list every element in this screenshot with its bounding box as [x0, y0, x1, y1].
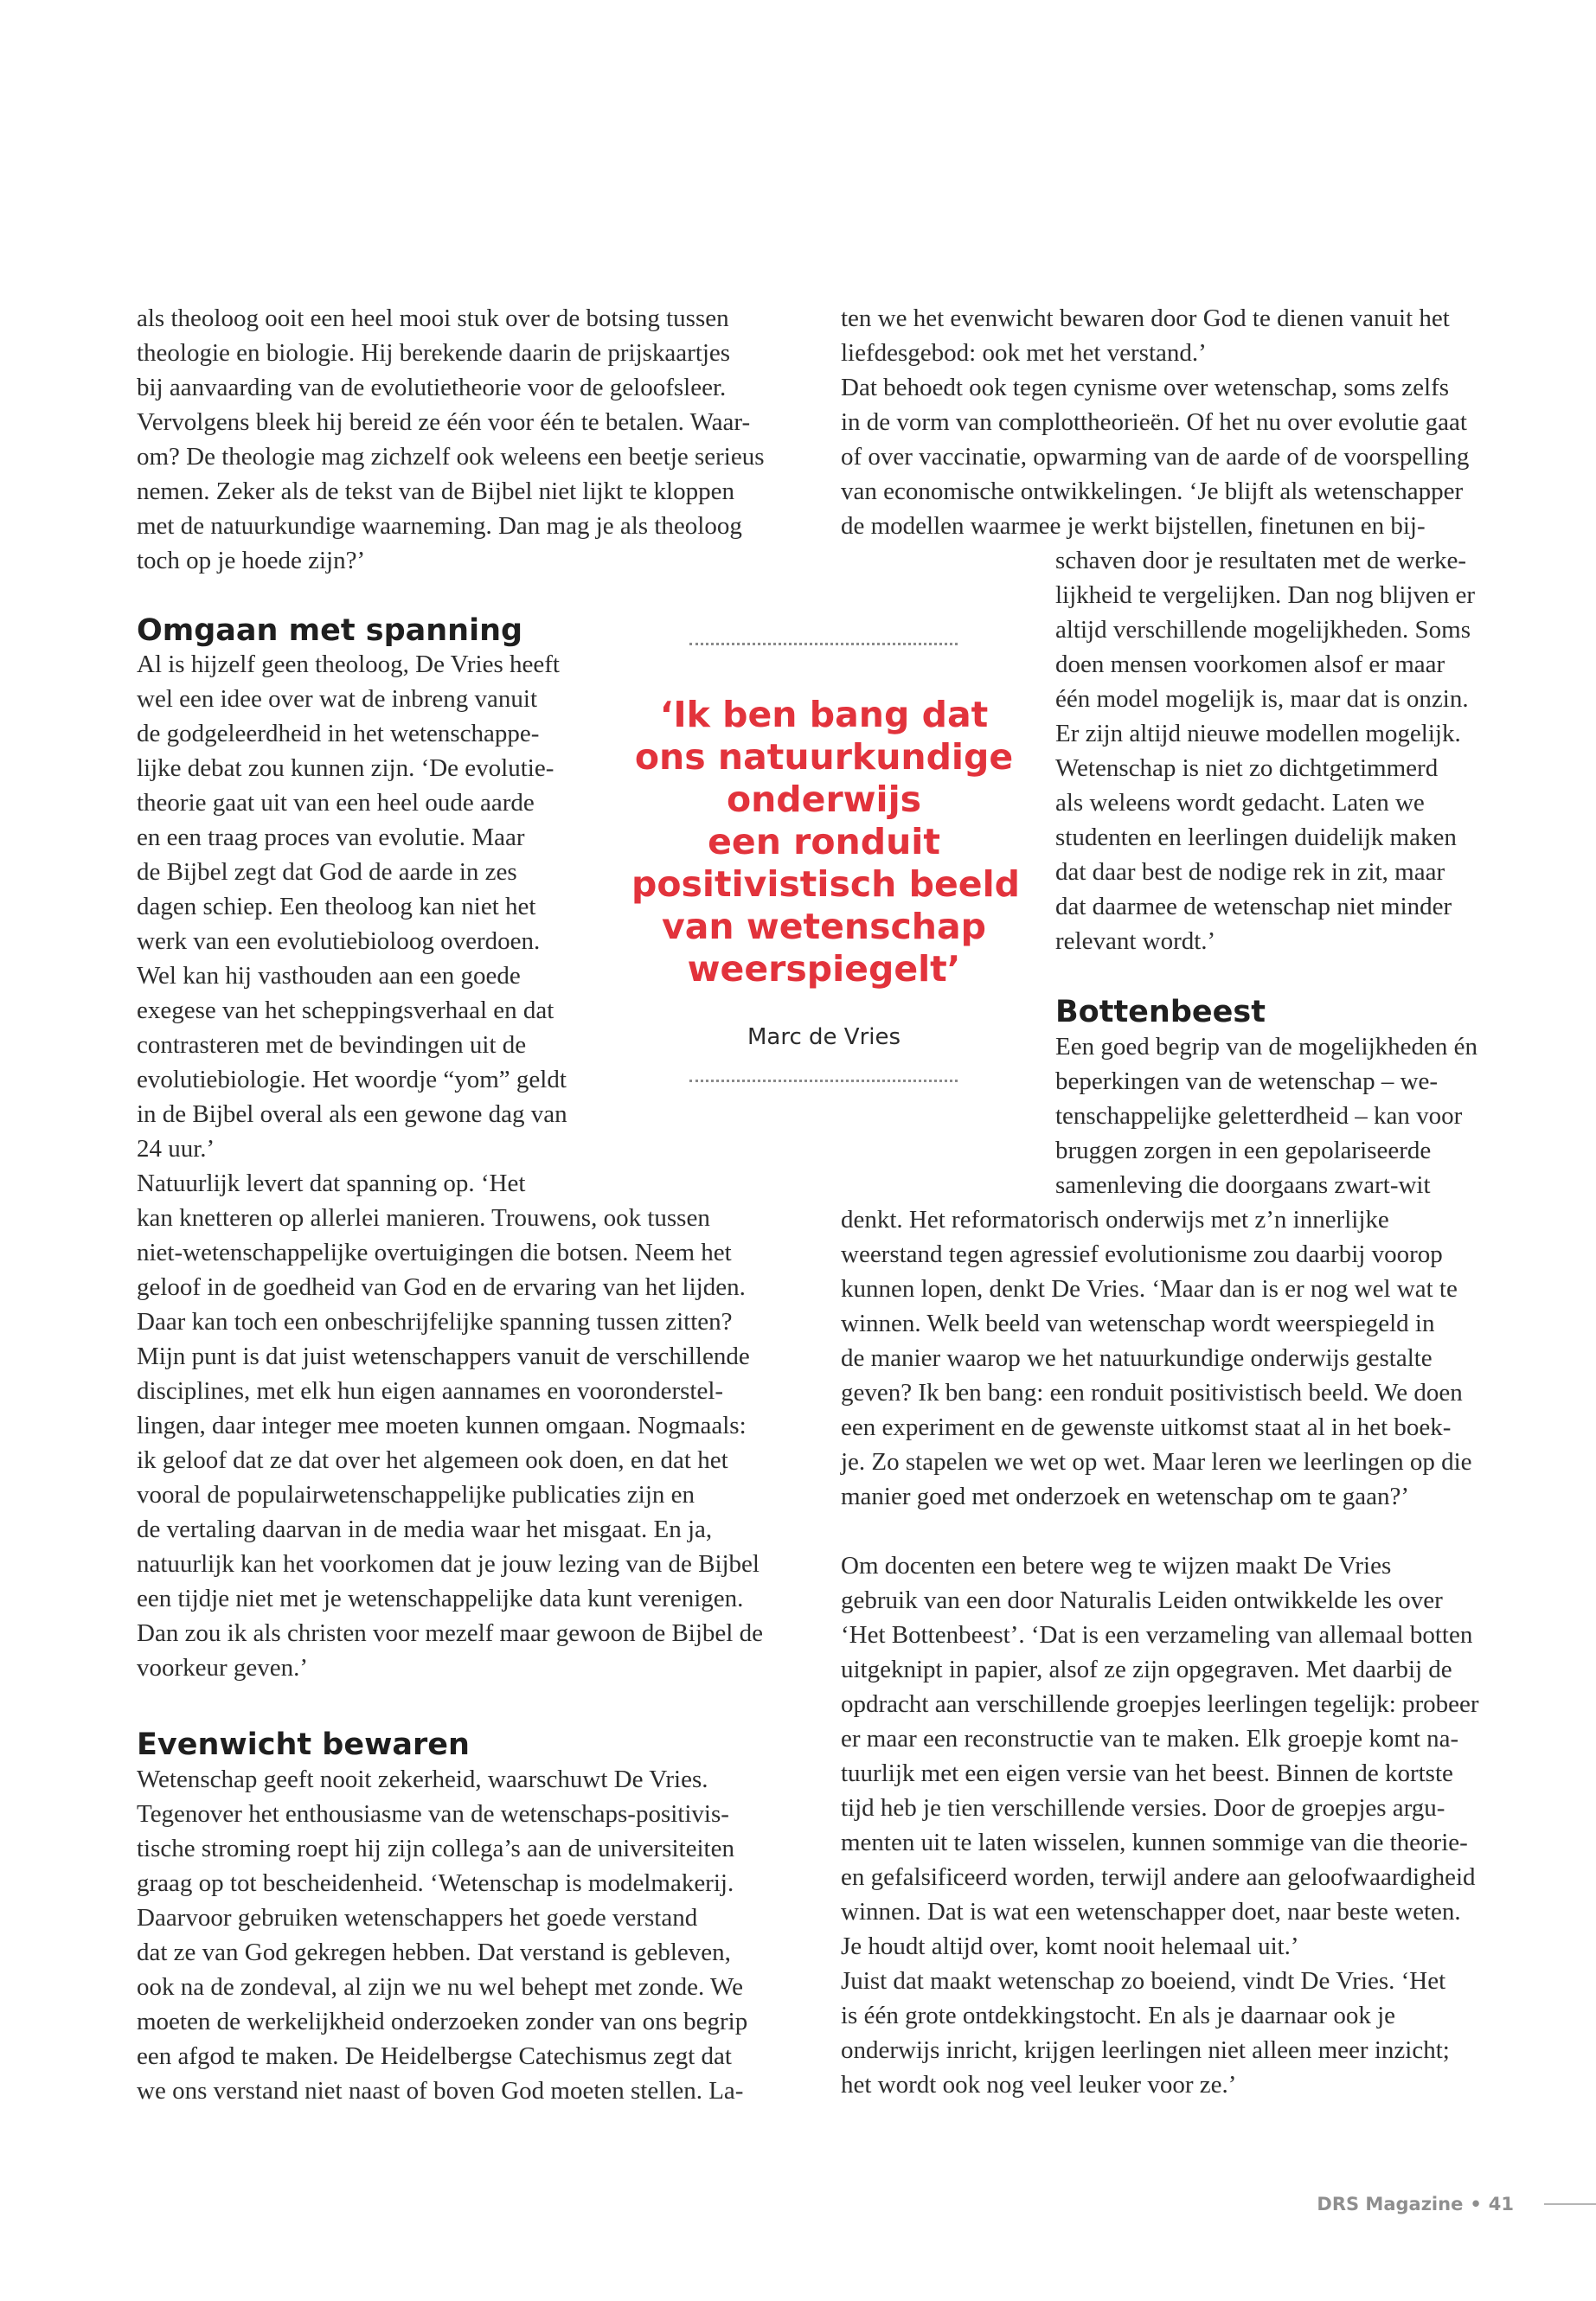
- text-line: Juist dat maakt wetenschap zo boeiend, vindt De Vries. ‘Het: [841, 1967, 1446, 1995]
- heading-evenwicht-bewaren: Evenwicht bewaren: [137, 1727, 470, 1762]
- page-footer: [1280, 2191, 1514, 2217]
- text-line: dagen schiep. Een theoloog kan niet het: [137, 893, 536, 920]
- text-line: ‘Het Bottenbeest’. ‘Dat is een verzameling van allemaal botten: [841, 1621, 1473, 1649]
- text-line: geloof in de goedheid van God en de ervaring van het lijden.: [137, 1273, 746, 1301]
- text-line: we ons verstand niet naast of boven God moeten stellen. La-: [137, 2077, 744, 2105]
- text-line: Wetenschap geeft nooit zekerheid, waarschuwt De Vries.: [137, 1766, 708, 1793]
- text-line: Al is hijzelf geen theoloog, De Vries heeft: [137, 651, 560, 678]
- pull-quote: [631, 694, 1020, 990]
- text-line: er maar een reconstructie van te maken. Elk groepje komt na-: [841, 1725, 1459, 1753]
- text-line: van economische ontwikkelingen. ‘Je blijft als wetenschapper: [841, 478, 1464, 505]
- text-line: exegese van het scheppingsverhaal en dat: [137, 997, 554, 1024]
- pull-quote-line: positivistisch beeld: [631, 863, 1020, 905]
- text-line: bruggen zorgen in een gepolariseerde: [1055, 1137, 1432, 1164]
- text-line: studenten en leerlingen duidelijk maken: [1055, 824, 1457, 851]
- text-line: Daarvoor gebruiken wetenschappers het goede verstand: [137, 1904, 698, 1932]
- text-line: dat daar best de nodige rek in zit, maar: [1055, 858, 1445, 886]
- col2-bottenbeest-wide: [841, 1202, 1472, 1514]
- text-line: een tijdje niet met je wetenschappelijke data kunt verenigen.: [137, 1585, 744, 1612]
- text-line: dat ze van God gekregen hebben. Dat verstand is gebleven,: [137, 1939, 731, 1966]
- text-line: weerstand tegen agressief evolutionisme zou daarbij voorop: [841, 1240, 1443, 1268]
- text-line: kan knetteren op allerlei manieren. Trouwens, ook tussen: [137, 1204, 710, 1232]
- text-line: manier goed met onderzoek en wetenschap om te gaan?’: [841, 1483, 1410, 1510]
- footer-separator: •: [1470, 2194, 1482, 2214]
- text-line: Daar kan toch een onbeschrijfelijke spanning tussen zitten?: [137, 1308, 733, 1336]
- text-line: de vertaling daarvan in de media waar het misgaat. En ja,: [137, 1516, 713, 1543]
- col1-evenwicht-section: [137, 1762, 747, 2108]
- text-line: toch op je hoede zijn?’: [137, 547, 366, 574]
- text-line: niet-wetenschappelijke overtuigingen die botsen. Neem het: [137, 1239, 732, 1266]
- text-line: ik geloof dat ze dat over het algemeen ook doen, en dat het: [137, 1446, 728, 1474]
- text-line: liefdesgebod: ook met het verstand.’: [841, 339, 1207, 367]
- col1-intro-paragraph: [137, 301, 765, 578]
- col2-narrow-paragraph: [1055, 543, 1475, 958]
- text-line: tijd heb je tien verschillende versies. Door de groepjes argu-: [841, 1794, 1445, 1822]
- text-line: samenleving die doorgaans zwart-wit: [1055, 1171, 1431, 1199]
- pull-quote-attribution: Marc de Vries: [747, 1024, 901, 1050]
- text-line: uitgeknipt in papier, alsof ze zijn opgegraven. Met daarbij de: [841, 1656, 1452, 1683]
- col2-final-paragraphs: [841, 1548, 1479, 2102]
- text-line: met de natuurkundige waarneming. Dan mag je als theoloog: [137, 512, 742, 540]
- text-line: moeten de werkelijkheid onderzoeken zonder van ons begrip: [137, 2008, 748, 2035]
- text-line: denkt. Het reformatorisch onderwijs met z’n innerlijke: [841, 1206, 1389, 1234]
- text-line: lingen, daar integer mee moeten kunnen omgaan. Nogmaals:: [137, 1412, 747, 1439]
- text-line: Wel kan hij vasthouden aan een goede: [137, 962, 521, 990]
- heading-omgaan-met-spanning: Omgaan met spanning: [137, 613, 523, 648]
- text-line: de modellen waarmee je werkt bijstellen, finetunen en bij-: [841, 512, 1426, 540]
- text-line: 24 uur.’: [137, 1135, 215, 1163]
- text-line: kunnen lopen, denkt De Vries. ‘Maar dan is er nog wel wat te: [841, 1275, 1458, 1303]
- text-line: voorkeur geven.’: [137, 1654, 309, 1682]
- text-line: theologie en biologie. Hij berekende daarin de prijskaartjes: [137, 339, 731, 367]
- text-line: theorie gaat uit van een heel oude aarde: [137, 789, 535, 817]
- text-line: vooral de populairwetenschappelijke publicaties zijn en: [137, 1481, 695, 1509]
- text-line: natuurlijk kan het voorkomen dat je jouw lezing van de Bijbel: [137, 1550, 760, 1578]
- text-line: de godgeleerdheid in het wetenschappe-: [137, 720, 540, 747]
- text-line: om? De theologie mag zichzelf ook weleens een beetje serieus: [137, 443, 765, 471]
- text-line: en een traag proces van evolutie. Maar: [137, 824, 525, 851]
- text-line: Dan zou ik als christen voor mezelf maar gewoon de Bijbel de: [137, 1619, 763, 1647]
- text-line: de Bijbel zegt dat God de aarde in zes: [137, 858, 517, 886]
- text-line: in de Bijbel overal als een gewone dag van: [137, 1100, 567, 1128]
- text-line: en gefalsificeerd worden, terwijl andere aan geloofwaardigheid: [841, 1863, 1476, 1891]
- pull-quote-line: weerspiegelt’: [687, 948, 961, 990]
- text-line: of over vaccinatie, opwarming van de aarde of de voorspelling: [841, 443, 1470, 471]
- text-line: in de vorm van complottheorieën. Of het nu over evolutie gaat: [841, 408, 1467, 436]
- text-line: tuurlijk met een eigen versie van het beest. Binnen de kortste: [841, 1759, 1453, 1787]
- text-line: het wordt ook nog veel leuker voor ze.’: [841, 2071, 1237, 2099]
- text-line: lijkheid te vergelijken. Dan nog blijven er: [1055, 581, 1476, 609]
- text-line: ten we het evenwicht bewaren door God te dienen vanuit het: [841, 304, 1450, 332]
- text-line: Dat behoedt ook tegen cynisme over wetenschap, soms zelfs: [841, 374, 1450, 401]
- text-line: Mijn punt is dat juist wetenschappers vanuit de verschillende: [137, 1343, 750, 1370]
- text-line: opdracht aan verschillende groepjes leerlingen tegelijk: probeer: [841, 1690, 1479, 1718]
- text-line: disciplines, met elk hun eigen aannames en vooronderstel-: [137, 1377, 724, 1405]
- text-line: de manier waarop we het natuurkundige onderwijs gestalte: [841, 1344, 1433, 1372]
- text-line: Natuurlijk levert dat spanning op. ‘Het: [137, 1170, 526, 1197]
- text-line: schaven door je resultaten met de werke-: [1055, 547, 1467, 574]
- pull-quote-bottom-rule: [689, 1080, 958, 1082]
- footer-magazine-name: DRS Magazine: [1317, 2194, 1464, 2214]
- text-line: dat daarmee de wetenschap niet minder: [1055, 893, 1452, 920]
- text-line: contrasteren met de bevindingen uit de: [137, 1031, 527, 1059]
- pull-quote-top-rule: [689, 643, 958, 645]
- text-line: Je houdt altijd over, komt nooit helemaal uit.’: [841, 1932, 1299, 1960]
- text-line: relevant wordt.’: [1055, 927, 1216, 955]
- pull-quote-line: een ronduit: [708, 821, 940, 862]
- text-line: evolutiebiologie. Het woordje “yom” geldt: [137, 1066, 567, 1093]
- col2-bottenbeest-narrow: [1055, 1029, 1477, 1202]
- text-line: Een goed begrip van de mogelijkheden én: [1055, 1033, 1478, 1061]
- text-line: winnen. Dat is wat een wetenschapper doet, naar beste weten.: [841, 1898, 1461, 1926]
- text-line: één model mogelijk is, maar dat is onzin.: [1055, 685, 1469, 713]
- text-line: altijd verschillende mogelijkheden. Soms: [1055, 616, 1471, 644]
- text-line: Wetenschap is niet zo dichtgetimmerd: [1055, 754, 1439, 782]
- pull-quote-line: onderwijs: [726, 779, 922, 820]
- text-line: als weleens wordt gedacht. Laten we: [1055, 789, 1425, 817]
- pull-quote-line: ‘Ik ben bang dat: [659, 694, 989, 735]
- text-line: winnen. Welk beeld van wetenschap wordt weerspiegeld in: [841, 1310, 1435, 1337]
- text-line: Tegenover het enthousiasme van de wetenschaps-positivis-: [137, 1800, 729, 1828]
- footer-page-number: 41: [1488, 2194, 1514, 2214]
- text-line: graag op tot bescheidenheid. ‘Wetenschap is modelmakerij.: [137, 1869, 734, 1897]
- text-line: onderwijs inricht, krijgen leerlingen niet alleen meer inzicht;: [841, 2036, 1450, 2064]
- text-line: beperkingen van de wetenschap – we-: [1055, 1067, 1439, 1095]
- text-line: tische stroming roept hij zijn collega’s aan de universiteiten: [137, 1835, 734, 1862]
- text-line: doen mensen voorkomen alsof er maar: [1055, 651, 1445, 678]
- text-line: je. Zo stapelen we wet op wet. Maar leren we leerlingen op die: [841, 1448, 1472, 1476]
- text-line: Er zijn altijd nieuwe modellen mogelijk.: [1055, 720, 1461, 747]
- text-line: als theoloog ooit een heel mooi stuk over de botsing tussen: [137, 304, 729, 332]
- text-line: is één grote ontdekkingstocht. En als je daarnaar ook je: [841, 2002, 1396, 2029]
- text-line: ook na de zondeval, al zijn we nu wel behept met zonde. We: [137, 1973, 743, 2001]
- text-line: wel een idee over wat de inbreng vanuit: [137, 685, 538, 713]
- text-line: Om docenten een betere weg te wijzen maakt De Vries: [841, 1552, 1392, 1580]
- footer-rule: [1544, 2203, 1596, 2205]
- text-line: lijke debat zou kunnen zijn. ‘De evolutie-: [137, 754, 554, 782]
- text-line: nemen. Zeker als de tekst van de Bijbel niet lijkt te kloppen: [137, 478, 734, 505]
- text-line: Vervolgens bleek hij bereid ze één voor één te betalen. Waar-: [137, 408, 751, 436]
- text-line: een experiment en de gewenste uitkomst staat al in het boek-: [841, 1413, 1452, 1441]
- text-line: werk van een evolutiebioloog overdoen.: [137, 927, 541, 955]
- text-line: menten uit te laten wisselen, kunnen sommige van die theorie-: [841, 1829, 1468, 1856]
- heading-bottenbeest: Bottenbeest: [1055, 995, 1266, 1029]
- text-line: een afgod te maken. De Heidelbergse Catechismus zegt dat: [137, 2042, 732, 2070]
- text-line: tenschappelijke geletterdheid – kan voor: [1055, 1102, 1463, 1130]
- text-line: geven? Ik ben bang: een ronduit positivistisch beeld. We doen: [841, 1379, 1463, 1407]
- pull-quote-line: ons natuurkundige: [634, 736, 1014, 778]
- pull-quote-line: van wetenschap: [661, 906, 987, 947]
- text-line: gebruik van een door Naturalis Leiden ontwikkelde les over: [841, 1586, 1443, 1614]
- text-line: bij aanvaarding van de evolutietheorie voor de geloofsleer.: [137, 374, 727, 401]
- col2-intro-paragraph: [841, 301, 1469, 543]
